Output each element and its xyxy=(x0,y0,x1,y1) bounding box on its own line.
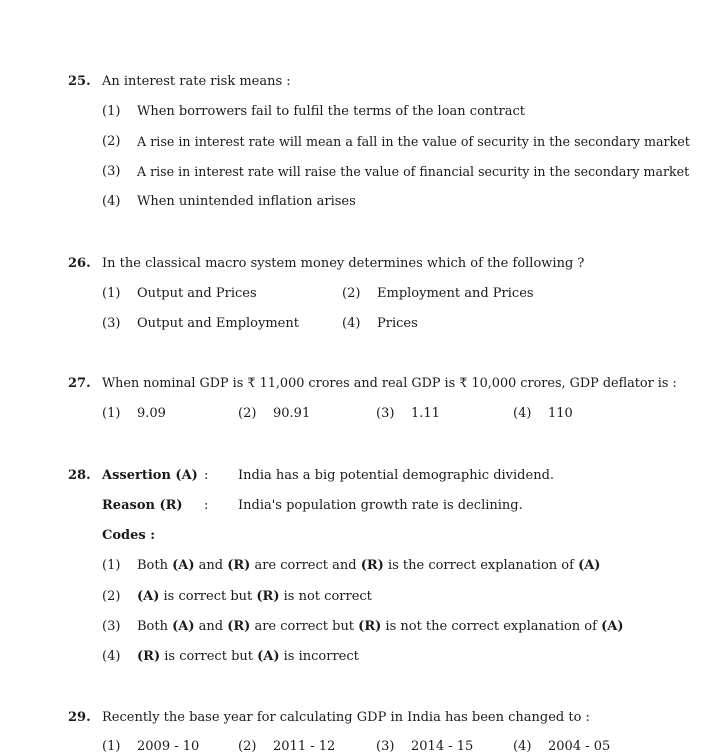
option-text: 1.11 xyxy=(411,406,440,421)
option-text: When borrowers fail to fulfil the terms of the loan contract xyxy=(137,104,525,119)
option-text: A rise in interest rate will mean a fall in the value of security in the secondary market xyxy=(137,134,690,149)
reason-text: India's population growth rate is declining. xyxy=(238,498,523,513)
option-number: (2) xyxy=(238,406,257,421)
option-text: 110 xyxy=(548,406,573,421)
option-number: (4) xyxy=(102,194,121,209)
option-number: (2) xyxy=(102,134,121,149)
assertion-separator: : xyxy=(204,468,209,483)
option-text: Both (A) and (R) are correct and (R) is the correct explanation of (A) xyxy=(137,558,601,573)
option-number: (2) xyxy=(238,739,257,754)
option-number: (1) xyxy=(102,104,121,119)
option-number: (2) xyxy=(102,589,121,604)
option-number: (4) xyxy=(102,649,121,664)
question-number: 27. xyxy=(68,376,91,391)
option-number: (4) xyxy=(513,406,532,421)
reason-separator: : xyxy=(204,498,209,513)
option-text: Output and Prices xyxy=(137,286,257,301)
assertion-text: India has a big potential demographic dividend. xyxy=(238,468,555,483)
question-text: In the classical macro system money determines which of the following ? xyxy=(102,256,585,271)
option-number: (4) xyxy=(513,739,532,754)
assertion-label: Assertion (A) xyxy=(102,468,198,483)
option-text: 2014 - 15 xyxy=(411,739,474,754)
option-number: (4) xyxy=(342,316,361,331)
option-text: Employment and Prices xyxy=(377,286,534,301)
reason-label: Reason (R) xyxy=(102,498,183,513)
option-text: 2009 - 10 xyxy=(137,739,200,754)
option-number: (3) xyxy=(102,164,121,179)
question-number: 29. xyxy=(68,710,91,725)
option-number: (3) xyxy=(376,739,395,754)
option-text: Prices xyxy=(377,316,418,331)
option-number: (3) xyxy=(102,619,121,634)
option-text: (A) is correct but (R) is not correct xyxy=(137,589,372,604)
option-text: 2011 - 12 xyxy=(273,739,336,754)
option-text: 2004 - 05 xyxy=(548,739,611,754)
option-number: (1) xyxy=(102,406,121,421)
option-number: (1) xyxy=(102,739,121,754)
option-number: (2) xyxy=(342,286,361,301)
question-number: 25. xyxy=(68,74,91,89)
question-text: An interest rate risk means : xyxy=(102,74,291,89)
question-number: 28. xyxy=(68,468,91,483)
codes-label: Codes : xyxy=(102,528,156,543)
option-text: 9.09 xyxy=(137,406,166,421)
option-text: Both (A) and (R) are correct but (R) is not the correct explanation of (A) xyxy=(137,619,624,634)
option-number: (3) xyxy=(376,406,395,421)
option-text: A rise in interest rate will raise the value of financial security in the secondary market xyxy=(137,164,690,179)
option-text: (R) is correct but (A) is incorrect xyxy=(137,649,359,664)
question-text: Recently the base year for calculating GDP in India has been changed to : xyxy=(102,710,590,725)
option-text: When unintended inflation arises xyxy=(137,194,356,209)
question-text: When nominal GDP is ₹ 11,000 crores and real GDP is ₹ 10,000 crores, GDP deflator is : xyxy=(102,376,677,391)
option-number: (1) xyxy=(102,286,121,301)
option-text: Output and Employment xyxy=(137,316,299,331)
option-text: 90.91 xyxy=(273,406,311,421)
question-number: 26. xyxy=(68,256,91,271)
option-number: (1) xyxy=(102,558,121,573)
option-number: (3) xyxy=(102,316,121,331)
